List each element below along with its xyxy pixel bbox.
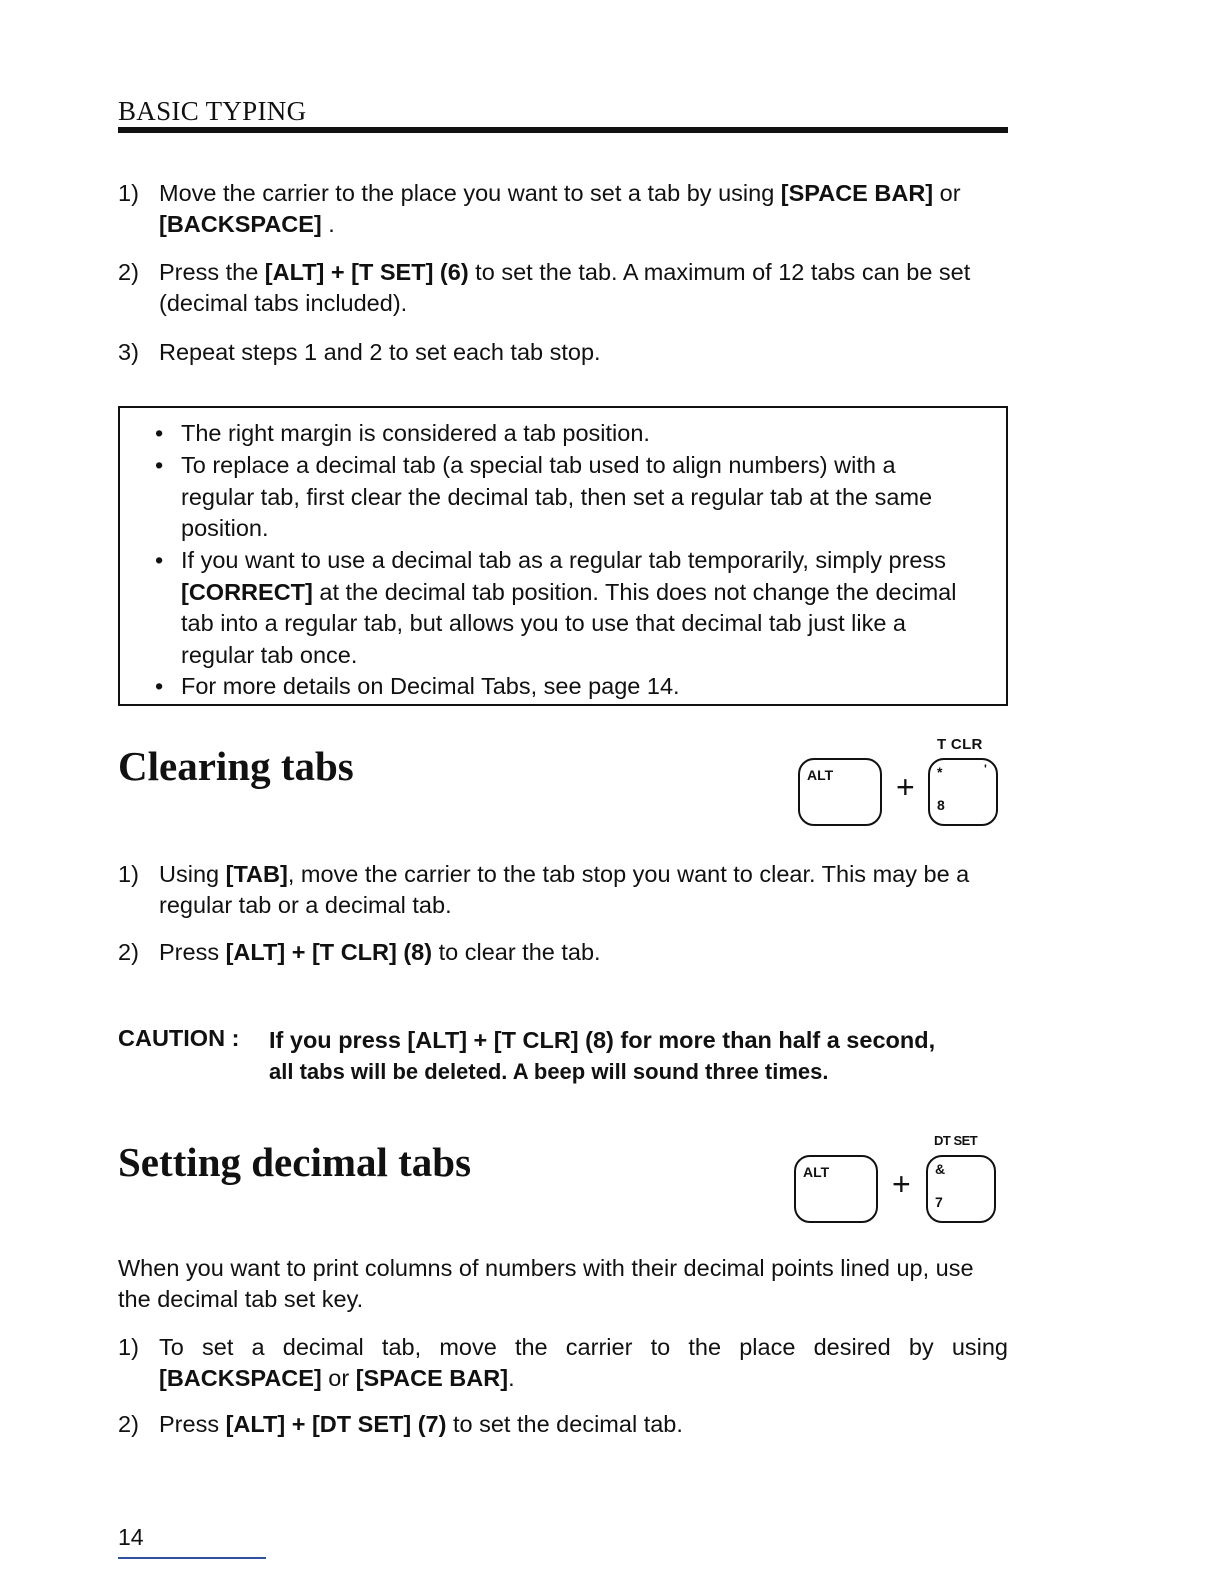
step-number: 2): [118, 259, 139, 285]
note-text: at the decimal tab position. This does not change the decimal tab into a regular tab, but allows you to use that decimal tab just like a regular tab once.: [181, 578, 957, 668]
bullet: •: [155, 452, 164, 478]
step-number: 3): [118, 339, 139, 365]
step-text: or: [933, 180, 961, 206]
decimal-step-1: [118, 1332, 1008, 1394]
key-label: ALT: [807, 767, 834, 783]
note-item: [155, 418, 975, 450]
key-caption: T CLR: [937, 736, 983, 753]
key-ref: [SPACE BAR]: [780, 180, 934, 206]
header-rule: [118, 127, 1008, 133]
section-label: BASIC TYPING: [118, 96, 307, 126]
note-text: The right margin is considered a tab position.: [181, 420, 650, 446]
set-tab-step-1: [118, 178, 1008, 240]
note-text: For more details on Decimal Tabs, see page 14.: [181, 673, 680, 699]
note-item: [155, 450, 975, 545]
key-ref: [TAB]: [225, 861, 288, 887]
step-text: to set the decimal tab.: [446, 1411, 683, 1437]
caution-line-1: If you press [ALT] + [T CLR] (8) for more than half a second,: [269, 1027, 936, 1053]
page-number: 14: [118, 1524, 144, 1550]
key-ref: [BACKSPACE]: [159, 211, 322, 237]
step-number: 2): [118, 939, 139, 965]
clear-tab-step-2: [118, 937, 1008, 968]
bullet: •: [155, 673, 164, 699]
plus-sign: +: [892, 1166, 911, 1202]
step-text: Press the: [159, 259, 265, 285]
key-ref: [SPACE BAR]: [355, 1365, 509, 1391]
bullet: •: [155, 547, 164, 573]
key-label: ALT: [803, 1164, 830, 1180]
note-box: [118, 406, 1008, 706]
step-text: To set a decimal tab, move the carrier to the place desired by using: [159, 1334, 1008, 1360]
step-text: Press: [159, 939, 226, 965]
key-ref: [ALT] + [T CLR] (8): [225, 939, 433, 965]
step-text: Using: [159, 861, 226, 887]
step-text: , move the carrier to the tab stop you want to clear. This may be a regular tab or a decimal tab.: [159, 861, 970, 918]
step-text: or: [321, 1365, 356, 1391]
clear-tab-step-1: [118, 859, 1008, 921]
key-ref: [ALT] + [T SET] (6): [264, 259, 469, 285]
setting-decimal-tabs-heading: Setting decimal tabs: [118, 1139, 472, 1185]
step-text: to clear the tab.: [432, 939, 601, 965]
step-number: 1): [118, 180, 139, 206]
note-text: To replace a decimal tab (a special tab used to align numbers) with a regular tab, first clear the decimal tab, then set a regular tab at the same position.: [181, 452, 933, 541]
key-label: 8: [937, 797, 945, 813]
set-tab-step-2: [118, 257, 1008, 319]
key-label: &: [935, 1161, 946, 1177]
note-item: [155, 671, 975, 703]
alt-key-icon: [794, 1155, 878, 1223]
step-number: 1): [118, 1334, 139, 1360]
step-text: to set the tab. A maximum of 12 tabs can be set (decimal tabs included).: [159, 259, 971, 316]
caution-line-2: all tabs will be deleted. A beep will sound three times.: [269, 1059, 829, 1084]
note-text: If you want to use a decimal tab as a regular tab temporarily, simply press: [181, 547, 946, 573]
clear-key-combo: [796, 735, 1026, 835]
caution-label: CAUTION :: [118, 1025, 240, 1051]
dtset-key-icon: [926, 1155, 996, 1223]
step-number: 2): [118, 1411, 139, 1437]
key-caption: DT SET: [934, 1133, 978, 1148]
key-ref: [CORRECT]: [181, 578, 313, 605]
key-ref: [ALT] + [DT SET] (7): [225, 1411, 447, 1437]
alt-key-icon: [798, 758, 882, 826]
key-label: *: [937, 764, 943, 780]
bullet: •: [155, 420, 164, 446]
step-text: Repeat steps 1 and 2 to set each tab stop.: [159, 339, 601, 365]
plus-sign: +: [896, 769, 915, 805]
decimal-step-2: [118, 1409, 1008, 1440]
tclr-key-icon: [928, 758, 998, 826]
clearing-tabs-heading: Clearing tabs: [118, 743, 354, 789]
key-ref: [BACKSPACE]: [159, 1365, 322, 1391]
key-label: 7: [935, 1194, 943, 1210]
set-tab-step-3: [118, 337, 1008, 368]
step-text: Move the carrier to the place you want to set a tab by using: [159, 180, 781, 206]
step-text: .: [508, 1365, 515, 1391]
key-label: ': [984, 762, 987, 776]
step-number: 1): [118, 861, 139, 887]
step-text: .: [321, 211, 335, 237]
decimal-key-combo: [792, 1132, 1022, 1232]
footer-rule: [118, 1557, 266, 1559]
decimal-intro: When you want to print columns of numbers with their decimal points lined up, use the decimal tab set key.: [118, 1255, 974, 1312]
step-text: Press: [159, 1411, 226, 1437]
note-item: [155, 545, 975, 671]
